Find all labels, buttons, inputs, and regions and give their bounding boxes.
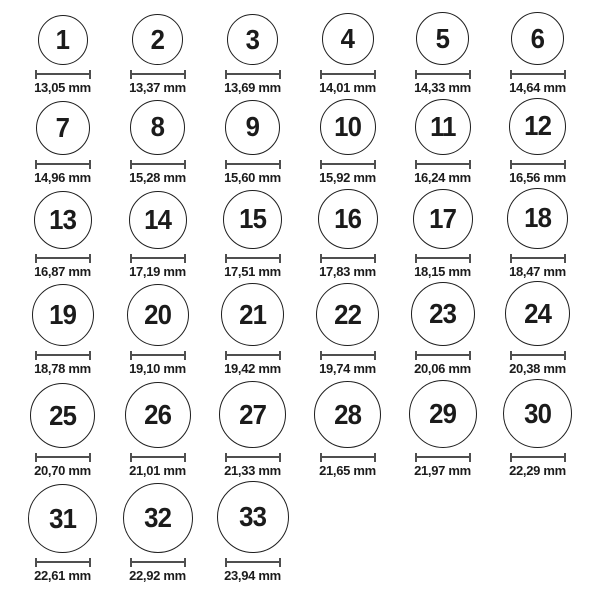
ring-size-number: 28 bbox=[334, 398, 361, 430]
diameter-label: 16,24 mm bbox=[414, 169, 471, 185]
ring-size-number: 10 bbox=[334, 110, 361, 142]
diameter-label: 15,92 mm bbox=[319, 169, 376, 185]
diameter-label: 20,70 mm bbox=[34, 463, 91, 479]
size-row-2 bbox=[15, 98, 585, 186]
diameter-dimension-line bbox=[320, 160, 376, 169]
diameter-dimension-line bbox=[320, 351, 376, 360]
diameter-label: 18,47 mm bbox=[509, 263, 566, 279]
diameter-label: 16,87 mm bbox=[34, 263, 91, 279]
ring-size-cell-4 bbox=[300, 13, 395, 96]
ring-size-number: 22 bbox=[334, 298, 361, 330]
ring-size-cell-2 bbox=[110, 14, 205, 96]
ring-size-cell-33 bbox=[205, 481, 300, 584]
diameter-label: 22,61 mm bbox=[34, 568, 91, 584]
ring-circle bbox=[227, 14, 278, 65]
ring-size-cell-3 bbox=[205, 14, 300, 96]
ring-size-number: 4 bbox=[340, 23, 355, 54]
diameter-label: 21,65 mm bbox=[319, 463, 376, 479]
ring-size-cell-26 bbox=[110, 382, 205, 479]
diameter-dimension-line bbox=[35, 70, 91, 79]
ring-size-number: 16 bbox=[334, 202, 361, 234]
diameter-dimension-line bbox=[510, 453, 566, 462]
ring-size-cell-10 bbox=[300, 99, 395, 186]
ring-size-cell-8 bbox=[110, 100, 205, 186]
ring-circle bbox=[505, 281, 570, 346]
ring-size-cell-1 bbox=[15, 15, 110, 96]
ring-size-number: 15 bbox=[239, 203, 266, 235]
ring-size-number: 14 bbox=[144, 203, 171, 235]
ring-circle bbox=[223, 190, 282, 249]
ring-circle bbox=[132, 14, 183, 65]
ring-size-number: 6 bbox=[530, 22, 545, 54]
diameter-dimension-line bbox=[35, 558, 91, 567]
ring-size-number: 12 bbox=[524, 110, 551, 142]
ring-size-number: 24 bbox=[524, 297, 551, 329]
ring-circle bbox=[127, 284, 189, 346]
ring-circle bbox=[413, 189, 473, 249]
diameter-dimension-line bbox=[415, 160, 471, 169]
ring-circle bbox=[219, 381, 286, 448]
ring-circle bbox=[318, 189, 378, 249]
size-row-5 bbox=[15, 379, 585, 479]
diameter-dimension-line bbox=[130, 351, 186, 360]
diameter-label: 19,74 mm bbox=[319, 361, 376, 377]
ring-circle bbox=[503, 379, 572, 448]
diameter-dimension-line bbox=[130, 453, 186, 462]
ring-circle bbox=[416, 12, 469, 65]
ring-size-number: 11 bbox=[429, 110, 456, 142]
ring-size-number: 32 bbox=[144, 502, 171, 534]
ring-size-cell-7 bbox=[15, 101, 110, 186]
diameter-dimension-line bbox=[510, 254, 566, 263]
diameter-label: 19,42 mm bbox=[224, 361, 281, 377]
ring-size-cell-13 bbox=[15, 191, 110, 280]
ring-circle bbox=[509, 98, 566, 155]
ring-size-cell-25 bbox=[15, 383, 110, 479]
ring-size-cell-5 bbox=[395, 12, 490, 96]
ring-size-number: 23 bbox=[429, 298, 456, 330]
size-row-1 bbox=[15, 12, 585, 96]
diameter-label: 17,83 mm bbox=[319, 263, 376, 279]
ring-circle bbox=[125, 382, 191, 448]
ring-size-cell-14 bbox=[110, 191, 205, 280]
ring-size-number: 19 bbox=[49, 299, 76, 331]
ring-size-cell-32 bbox=[110, 483, 205, 584]
diameter-dimension-line bbox=[35, 254, 91, 263]
ring-size-cell-16 bbox=[300, 189, 395, 280]
ring-size-cell-9 bbox=[205, 100, 300, 186]
diameter-dimension-line bbox=[320, 453, 376, 462]
diameter-label: 22,92 mm bbox=[129, 568, 186, 584]
ring-circle bbox=[507, 188, 568, 249]
diameter-dimension-line bbox=[320, 70, 376, 79]
diameter-label: 21,33 mm bbox=[224, 463, 281, 479]
diameter-label: 21,01 mm bbox=[129, 463, 186, 479]
ring-size-number: 8 bbox=[150, 111, 165, 143]
diameter-dimension-line bbox=[510, 160, 566, 169]
ring-circle bbox=[34, 191, 92, 249]
ring-circle bbox=[320, 99, 376, 155]
diameter-label: 16,56 mm bbox=[509, 169, 566, 185]
ring-size-cell-27 bbox=[205, 381, 300, 479]
ring-circle bbox=[411, 282, 475, 346]
diameter-dimension-line bbox=[130, 558, 186, 567]
ring-size-cell-23 bbox=[395, 282, 490, 377]
diameter-label: 17,19 mm bbox=[129, 263, 186, 279]
ring-size-number: 2 bbox=[150, 23, 165, 55]
ring-circle bbox=[225, 100, 280, 155]
ring-circle bbox=[409, 380, 477, 448]
diameter-dimension-line bbox=[35, 453, 91, 462]
ring-circle bbox=[322, 13, 374, 65]
ring-size-cell-18 bbox=[490, 188, 585, 280]
ring-circle bbox=[129, 191, 187, 249]
ring-circle bbox=[123, 483, 193, 553]
ring-size-number: 33 bbox=[239, 501, 266, 533]
diameter-dimension-line bbox=[510, 351, 566, 360]
diameter-label: 18,78 mm bbox=[34, 361, 91, 377]
size-row-3 bbox=[15, 188, 585, 280]
ring-size-cell-15 bbox=[205, 190, 300, 280]
diameter-dimension-line bbox=[225, 351, 281, 360]
diameter-label: 22,29 mm bbox=[509, 463, 566, 479]
ring-size-cell-29 bbox=[395, 380, 490, 479]
ring-size-cell-24 bbox=[490, 281, 585, 377]
diameter-label: 14,64 mm bbox=[509, 80, 566, 95]
ring-size-cell-19 bbox=[15, 284, 110, 377]
diameter-label: 20,38 mm bbox=[509, 361, 566, 377]
ring-size-number: 27 bbox=[239, 398, 266, 430]
ring-circle bbox=[221, 283, 284, 346]
diameter-dimension-line bbox=[415, 453, 471, 462]
diameter-dimension-line bbox=[225, 160, 281, 169]
diameter-label: 23,94 mm bbox=[224, 568, 281, 584]
diameter-label: 14,01 mm bbox=[319, 80, 376, 95]
ring-circle bbox=[511, 12, 564, 65]
ring-size-number: 21 bbox=[239, 298, 266, 330]
ring-size-number: 7 bbox=[55, 111, 70, 143]
diameter-label: 19,10 mm bbox=[129, 361, 186, 377]
diameter-dimension-line bbox=[415, 254, 471, 263]
ring-size-number: 25 bbox=[49, 399, 76, 431]
diameter-dimension-line bbox=[225, 453, 281, 462]
ring-size-number: 30 bbox=[524, 397, 551, 429]
ring-size-number: 17 bbox=[429, 202, 456, 234]
diameter-dimension-line bbox=[130, 254, 186, 263]
ring-size-cell-11 bbox=[395, 99, 490, 186]
size-row-4 bbox=[15, 281, 585, 377]
diameter-dimension-line bbox=[225, 558, 281, 567]
ring-circle bbox=[415, 99, 471, 155]
ring-circle bbox=[32, 284, 94, 346]
diameter-label: 21,97 mm bbox=[414, 463, 471, 479]
ring-size-cell-21 bbox=[205, 283, 300, 377]
diameter-label: 15,60 mm bbox=[224, 169, 281, 185]
diameter-dimension-line bbox=[225, 254, 281, 263]
ring-size-number: 31 bbox=[49, 502, 76, 534]
diameter-label: 18,15 mm bbox=[414, 263, 471, 279]
ring-circle bbox=[36, 101, 90, 155]
ring-circle bbox=[314, 381, 381, 448]
diameter-label: 13,37 mm bbox=[129, 80, 186, 95]
ring-circle bbox=[130, 100, 185, 155]
diameter-label: 17,51 mm bbox=[224, 263, 281, 279]
ring-size-cell-30 bbox=[490, 379, 585, 479]
ring-size-number: 26 bbox=[144, 399, 171, 431]
diameter-label: 20,06 mm bbox=[414, 361, 471, 377]
diameter-dimension-line bbox=[35, 160, 91, 169]
ring-circle bbox=[217, 481, 289, 553]
diameter-dimension-line bbox=[415, 351, 471, 360]
size-row-6 bbox=[15, 481, 585, 584]
ring-circle bbox=[30, 383, 95, 448]
diameter-dimension-line bbox=[510, 70, 566, 79]
ring-size-number: 3 bbox=[245, 23, 260, 55]
diameter-dimension-line bbox=[415, 70, 471, 79]
diameter-dimension-line bbox=[130, 70, 186, 79]
diameter-dimension-line bbox=[320, 254, 376, 263]
ring-size-cell-20 bbox=[110, 284, 205, 377]
ring-size-number: 9 bbox=[245, 111, 260, 143]
ring-size-number: 18 bbox=[524, 202, 551, 234]
diameter-label: 13,05 mm bbox=[34, 80, 91, 95]
diameter-label: 15,28 mm bbox=[129, 169, 186, 185]
ring-circle bbox=[28, 484, 97, 553]
diameter-label: 14,96 mm bbox=[34, 169, 91, 185]
ring-size-cell-17 bbox=[395, 189, 490, 280]
diameter-dimension-line bbox=[35, 351, 91, 360]
ring-size-cell-6 bbox=[490, 12, 585, 96]
ring-size-number: 29 bbox=[429, 398, 456, 430]
diameter-label: 14,33 mm bbox=[414, 80, 471, 95]
ring-size-cell-12 bbox=[490, 98, 585, 186]
diameter-label: 13,69 mm bbox=[224, 80, 281, 95]
diameter-dimension-line bbox=[130, 160, 186, 169]
ring-circle bbox=[38, 15, 88, 65]
ring-size-number: 20 bbox=[144, 299, 171, 331]
ring-circle bbox=[316, 283, 379, 346]
ring-size-cell-28 bbox=[300, 381, 395, 479]
ring-size-number: 5 bbox=[435, 22, 450, 54]
ring-size-cell-31 bbox=[15, 484, 110, 584]
ring-size-number: 13 bbox=[49, 203, 76, 235]
diameter-dimension-line bbox=[225, 70, 281, 79]
ring-size-number: 1 bbox=[55, 24, 70, 55]
ring-size-cell-22 bbox=[300, 283, 395, 377]
